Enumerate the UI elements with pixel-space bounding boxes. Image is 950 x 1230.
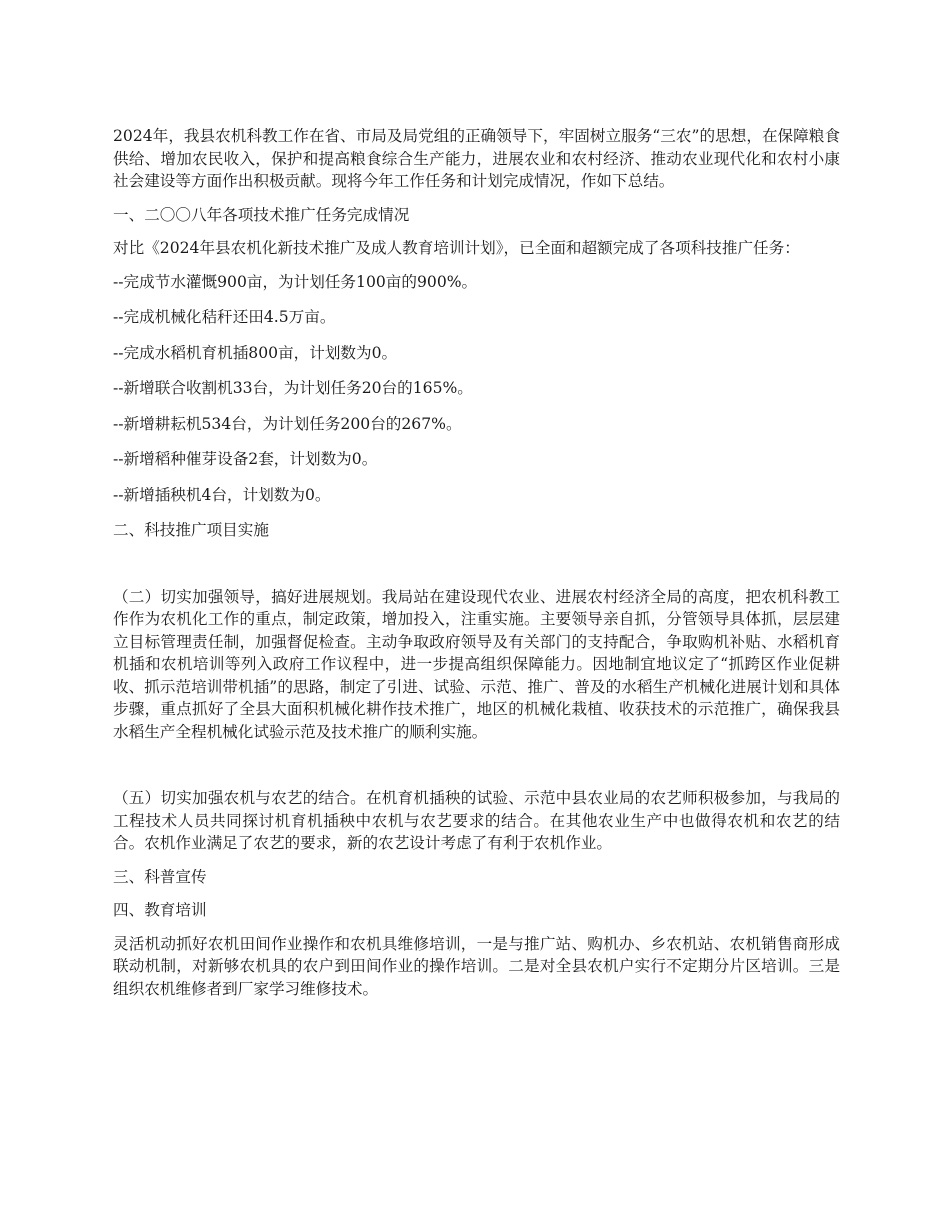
- document-body: [113, 125, 840, 1011]
- section-4-heading: 四、教育培训: [113, 901, 207, 919]
- list-item: --新增耕耘机534台，为计划任务200台的267%。: [113, 414, 462, 433]
- list-item: --完成水稻机育机插800亩，计划数为0。: [113, 343, 398, 362]
- intro-paragraph: 2024年，我县农机科教工作在省、市局及局党组的正确领导下，牢固树立服务“三农”的思想，在保障粮食供给、增加农民收入，保护和提高粮食综合生产能力，进展农业和农村经济、推动农业现代化和农村小康社会建设等方面作出积极贡献。现将今年工作任务和计划完成情况，作如下总结。: [113, 127, 840, 190]
- section-3-heading: 三、科普宣传: [113, 867, 207, 886]
- list-item: --新增稻种催芽设备2套，计划数为0。: [113, 450, 378, 468]
- list-item: --完成机械化秸秆还田4.5万亩。: [113, 308, 336, 326]
- list-item: --完成节水灌慨900亩，为计划任务100亩的900%。: [113, 272, 478, 291]
- list-item: --新增联合收割机33台，为计划任务20台的165%。: [113, 379, 473, 397]
- spacer: [113, 754, 840, 787]
- section-2-heading: 二、科技推广项目实施: [113, 521, 269, 539]
- section-1-item-list: [113, 271, 840, 507]
- spacer: [113, 553, 840, 586]
- section-1-heading: 一、二〇〇八年各项技术推广任务完成情况: [113, 205, 410, 224]
- list-item: --新增插秧机4台，计划数为0。: [113, 485, 331, 504]
- section-2-paragraph-agronomy: （五）切实加强农机与农艺的结合。在机育机插秧的试验、示范中县农业局的农艺师积极参加，与我局的工程技术人员共同探讨机育机插秧中农机与农艺要求的结合。在其他农业生产中也做得农机和农艺的结合。农机作业满足了农艺的要求，新的农艺设计考虑了有利于农机作业。: [113, 789, 840, 852]
- section-2-paragraph-leadership: （二）切实加强领导，搞好进展规划。我局站在建设现代农业、进展农村经济全局的高度，把农机科教工作作为农机化工作的重点，制定政策，增加投入，注重实施。主要领导亲自抓，分管领导具体抓，层层建立目标管理责任制，加强督促检查。主动争取政府领导及有关部门的支持配合，争取购机补贴、水稻机育机插和农机培训等列入政府工作议程中，进一步提高组织保障能力。因地制宜地议定了“抓跨区作业促耕收、抓示范培训带机插”的思路，制定了引进、试验、示范、推广、普及的水稻生产机械化进展计划和具体步骤，重点抓好了全县大面积机械化耕作技术推广，地区的机械化栽植、收获技术的示范推广，确保我县水稻生产全程机械化试验示范及技术推广的顺利实施。: [113, 587, 840, 741]
- section-1-lead: 对比《2024年县农机化新技术推广及成人教育培训计划》，已全面和超额完成了各项科技推广任务：: [113, 239, 800, 257]
- section-4-paragraph: 灵活机动抓好农机田间作业操作和农机具维修培训，一是与推广站、购机办、乡农机站、农机销售商形成联动机制，对新够农机具的农户到田间作业的操作培训。二是对全县农机户实行不定期分片区培训。三是组织农机维修者到厂家学习维修技术。: [113, 934, 840, 998]
